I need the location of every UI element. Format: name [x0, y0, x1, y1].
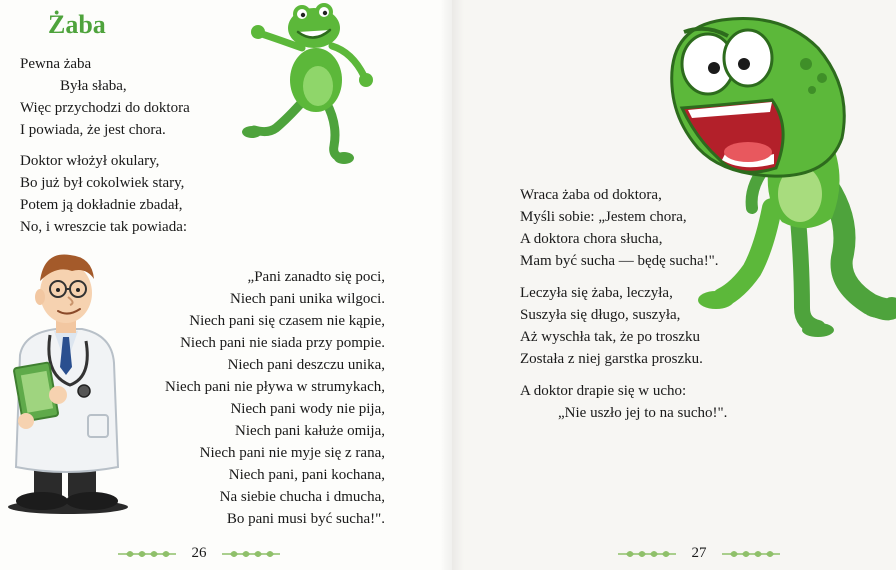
verse-line: Niech pani nie myje się z rana,	[199, 445, 385, 461]
page-footer-right	[616, 545, 782, 562]
leaf-ornament-icon	[616, 547, 678, 561]
leaf-ornament-icon	[116, 547, 178, 561]
dancing-frog-icon	[240, 0, 380, 165]
stanza-2	[20, 150, 187, 238]
verse-line: Doktor włożył okulary,	[20, 153, 160, 169]
verse-line: Została z niej garstka proszku.	[520, 351, 703, 367]
verse-line: Więc przychodzi do doktora	[20, 100, 190, 116]
verse-line: „Nie uszło jej to na sucho!".	[558, 405, 728, 421]
verse-line: Niech pani deszczu unika,	[227, 357, 385, 373]
verse-line: Niech pani, pani kochana,	[228, 467, 385, 483]
verse-line: Mam być sucha — będę sucha!".	[520, 253, 719, 269]
verse-line: A doktor drapie się w ucho:	[520, 383, 687, 399]
shocked-frog-icon	[652, 8, 896, 338]
verse-line: No, i wreszcie tak powiada:	[20, 219, 188, 235]
stanza-1	[20, 53, 190, 141]
verse-line: I powiada, że jest chora.	[20, 122, 166, 138]
page-number: 27	[691, 545, 707, 561]
verse-line: Niech pani nie siada przy pompie.	[180, 335, 385, 351]
verse-line: „Pani zanadto się poci,	[247, 269, 385, 285]
verse-line: Niech pani się czasem nie kąpie,	[189, 313, 385, 329]
verse-line: Pewna żaba	[20, 56, 92, 72]
book-gutter	[440, 0, 464, 570]
page-footer-left	[116, 545, 282, 562]
verse-line: Bo już był cokolwiek stary,	[20, 175, 185, 191]
verse-line: Wraca żaba od doktora,	[520, 187, 662, 203]
verse-line: Była słaba,	[60, 78, 127, 94]
leaf-ornament-icon	[720, 547, 782, 561]
verse-line: Bo pani musi być sucha!".	[226, 511, 385, 527]
verse-line: Niech pani nie pływa w strumykach,	[165, 379, 385, 395]
verse-line: A doktora chora słucha,	[520, 231, 663, 247]
stanza-6	[520, 380, 727, 424]
verse-line: Niech pani wody nie pija,	[230, 401, 385, 417]
verse-line: Aż wyschła tak, że po troszku	[520, 329, 700, 345]
poem-title: Żaba	[48, 10, 106, 39]
page-number: 26	[191, 545, 207, 561]
stanza-doctor-advice	[140, 266, 385, 530]
verse-line: Potem ją dokładnie zbadał,	[20, 197, 183, 213]
verse-line: Niech pani kałuże omija,	[235, 423, 385, 439]
verse-line: Leczyła się żaba, leczyła,	[520, 285, 673, 301]
verse-line: Niech pani unika wilgoci.	[230, 291, 385, 307]
leaf-ornament-icon	[220, 547, 282, 561]
verse-line: Na siebie chucha i dmucha,	[219, 489, 385, 505]
doctor-with-clipboard-icon	[0, 245, 135, 515]
verse-line: Myśli sobie: „Jestem chora,	[520, 209, 687, 225]
verse-line: Suszyła się długo, suszyła,	[520, 307, 681, 323]
